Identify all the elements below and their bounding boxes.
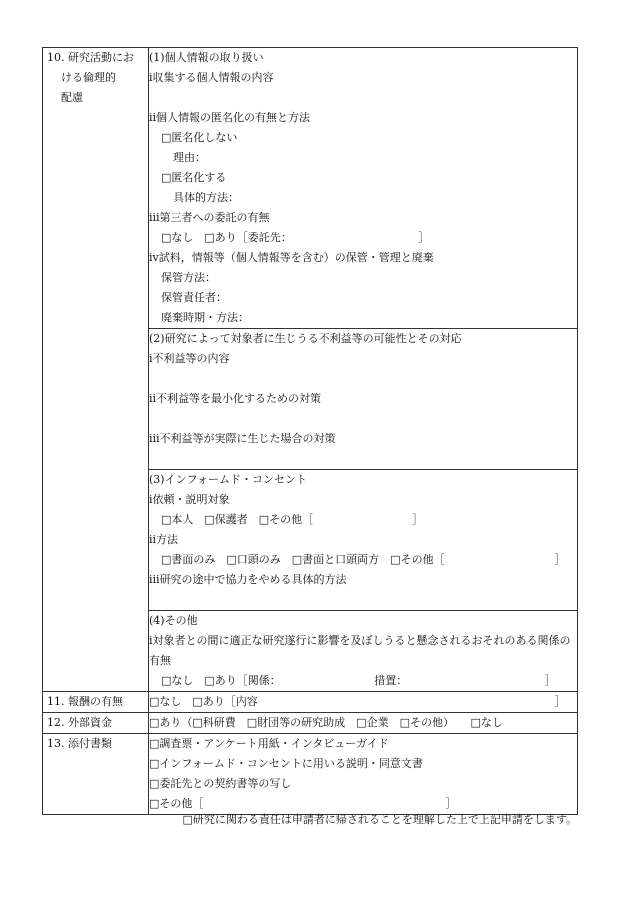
third-party-options[interactable]: □なし □あり［委託先： ］ xyxy=(161,231,430,244)
section-12-label xyxy=(43,713,149,734)
other-heading: (4)その他 xyxy=(149,614,198,627)
disadvantage-item-iii: ⅲ不利益等が実際に生じた場合の対策 xyxy=(149,432,336,445)
informed-consent-heading: (3)インフォームド・コンセント xyxy=(149,473,308,486)
informed-consent-item-ii: ⅱ方法 xyxy=(149,533,179,546)
personal-info-item-ii: ⅱ個人情報の匿名化の有無と方法 xyxy=(149,111,311,124)
attachment-checkbox[interactable]: □その他［ ］ xyxy=(149,797,457,810)
storage-method-field[interactable]: 保管方法： xyxy=(161,271,216,284)
attachment-checkbox[interactable]: □インフォームド・コンセントに用いる説明・同意文書 xyxy=(149,757,423,770)
funding-options[interactable]: □あり（□科研費 □財団等の研究助成 □企業 □その他） □なし xyxy=(149,716,503,729)
disadvantage-item-ii: ⅱ不利益等を最小化するための対策 xyxy=(149,392,322,405)
reward-cell xyxy=(149,692,578,713)
section-12-label-text: 12. 外部資金 xyxy=(47,716,112,729)
disadvantage-heading: (2)研究によって対象者に生じうる不利益等の可能性とその対応 xyxy=(149,332,462,345)
section-10-label-line: ける倫理的 xyxy=(61,71,116,84)
section-10-label-line: 配慮 xyxy=(61,91,83,104)
section-10-row-part1 xyxy=(43,48,578,329)
attachment-checkbox[interactable]: □委託先との契約書等の写し xyxy=(149,777,292,790)
anonymize-method-field[interactable]: 具体的方法： xyxy=(173,191,239,204)
personal-info-item-iii: ⅲ第三者への委託の有無 xyxy=(149,211,270,224)
disadvantage-cell xyxy=(149,329,578,470)
section-13-row xyxy=(43,734,578,815)
ethics-form-table xyxy=(42,47,578,815)
personal-info-cell xyxy=(149,48,578,329)
conflict-options[interactable]: □なし □あり［関係： 措置： ］ xyxy=(161,674,556,687)
informed-consent-cell xyxy=(149,470,578,611)
storage-manager-field[interactable]: 保管責任者： xyxy=(161,291,227,304)
attachments-cell xyxy=(149,734,578,815)
section-12-row xyxy=(43,713,578,734)
section-11-label-text: 11. 報酬の有無 xyxy=(47,695,123,708)
disposal-field[interactable]: 廃棄時期・方法： xyxy=(161,311,249,324)
informed-consent-item-i: ⅰ依頼・説明対象 xyxy=(149,493,230,506)
section-11-label xyxy=(43,692,149,713)
anonymize-reason-field[interactable]: 理由： xyxy=(173,151,206,164)
attachment-checkbox[interactable]: □調査票・アンケート用紙・インタビューガイド xyxy=(149,737,389,750)
section-10-label-line: 10. 研究活動にお xyxy=(47,51,134,64)
responsibility-checkbox[interactable]: □研究に関わる責任は申請者に帰されることを理解した上で上記申請をします。 xyxy=(182,813,577,826)
personal-info-heading: (1)個人情報の取り扱い xyxy=(149,51,264,64)
consent-target-options[interactable]: □本人 □保護者 □その他［ ］ xyxy=(161,513,424,526)
funding-cell xyxy=(149,713,578,734)
personal-info-item-i: ⅰ収集する個人情報の内容 xyxy=(149,71,274,84)
section-10-label xyxy=(43,48,149,692)
informed-consent-item-iii: ⅲ研究の途中で協力をやめる具体的方法 xyxy=(149,573,347,586)
reward-options[interactable]: □なし □あり［内容 ］ xyxy=(149,695,566,708)
anonymize-yes-checkbox[interactable]: □匿名化する xyxy=(161,171,227,184)
disadvantage-item-i: ⅰ不利益等の内容 xyxy=(149,352,230,365)
section-13-label xyxy=(43,734,149,815)
anonymize-no-checkbox[interactable]: □匿名化しない xyxy=(161,131,238,144)
other-item-i: ⅰ対象者との間に適正な研究遂行に影響を及ぼしうると懸念されるおそれのある関係の有無 xyxy=(149,634,571,667)
other-cell xyxy=(149,611,578,692)
section-13-label-text: 13. 添付書類 xyxy=(47,737,112,750)
section-11-row xyxy=(43,692,578,713)
consent-method-options[interactable]: □書面のみ □口頭のみ □書面と口頭両方 □その他［ ］ xyxy=(161,553,566,566)
personal-info-item-iv: ⅳ試料，情報等（個人情報等を含む）の保管・管理と廃棄 xyxy=(149,251,434,264)
